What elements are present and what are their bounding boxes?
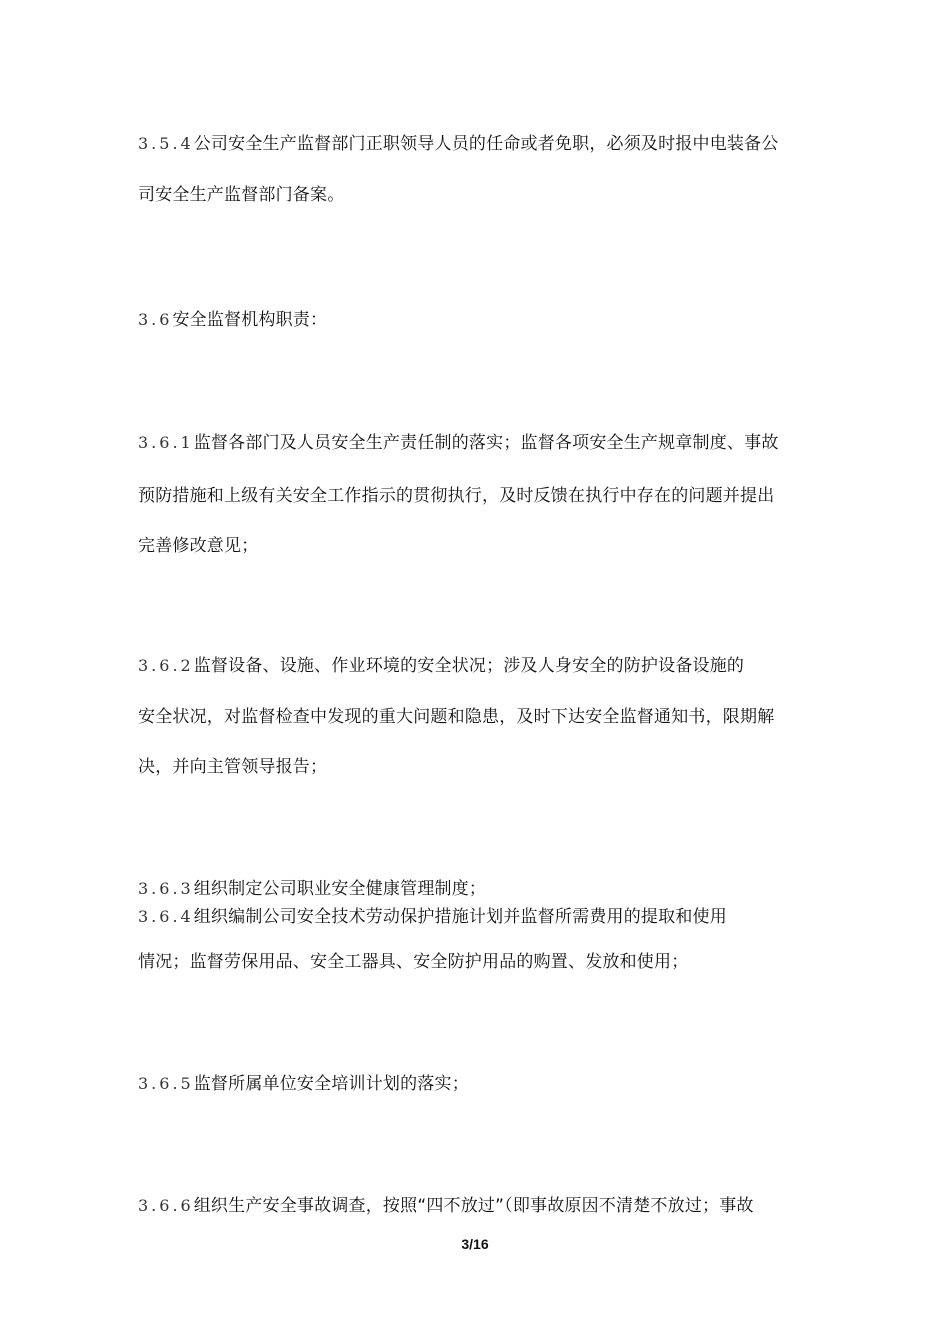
clause-text: 决，并向主管领导报告；: [138, 757, 328, 777]
clause-text: 监督所属单位安全培训计划的落实；: [193, 1074, 469, 1094]
text-line: [138, 1195, 754, 1217]
text-line: [138, 535, 258, 557]
text-line: [138, 485, 774, 507]
clause-text: 司安全生产监督部门备案。: [138, 185, 345, 205]
clause-text: 安全状况，对监督检查中发现的重大问题和隐患，及时下达安全监督通知书，限期解: [138, 707, 775, 727]
clause-text: 公司安全生产监督部门正职领导人员的任命或者免职，必须及时报中电装备公: [193, 134, 779, 154]
text-line: [138, 878, 486, 900]
clause-number: 3.6.3: [138, 879, 194, 898]
clause-text: 组织编制公司安全技术劳动保护措施计划并监督所需费用的提取和使用: [193, 907, 727, 927]
text-line: [138, 1073, 469, 1095]
section-heading: 安全监督机构职责：: [172, 310, 328, 330]
text-line: [138, 906, 727, 928]
text-line: [138, 184, 344, 206]
text-line: [138, 309, 327, 331]
clause-number: 3.6.4: [138, 907, 194, 926]
clause-number: 3.6.6: [138, 1196, 194, 1215]
clause-text: 监督设备、设施、作业环境的安全状况；涉及人身安全的防护设备设施的: [193, 656, 745, 676]
clause-number: 3.6.1: [138, 433, 194, 452]
clause-number: 3.6.5: [138, 1074, 194, 1093]
page-number: 3/16: [461, 1236, 489, 1252]
text-line: [138, 951, 688, 973]
text-line: [138, 706, 774, 728]
clause-text: 监督各部门及人员安全生产责任制的落实；监督各项安全生产规章制度、事故: [193, 433, 779, 453]
clause-number: 3.5.4: [138, 134, 194, 153]
clause-text: 组织生产安全事故调查，按照“四不放过”（即事故原因不清楚不放过；事故: [193, 1196, 754, 1216]
section-number: 3.6: [138, 310, 173, 329]
clause-text: 情况；监督劳保用品、安全工器具、安全防护用品的购置、发放和使用；: [138, 952, 689, 972]
clause-text: 完善修改意见；: [138, 536, 259, 556]
clause-text: 预防措施和上级有关安全工作指示的贯彻执行，及时反馈在执行中存在的问题并提出: [138, 486, 775, 506]
text-line: [138, 432, 779, 454]
clause-text: 组织制定公司职业安全健康管理制度；: [193, 879, 487, 899]
text-line: [138, 655, 744, 677]
text-line: [138, 133, 779, 155]
text-line: [138, 756, 327, 778]
clause-number: 3.6.2: [138, 656, 194, 675]
